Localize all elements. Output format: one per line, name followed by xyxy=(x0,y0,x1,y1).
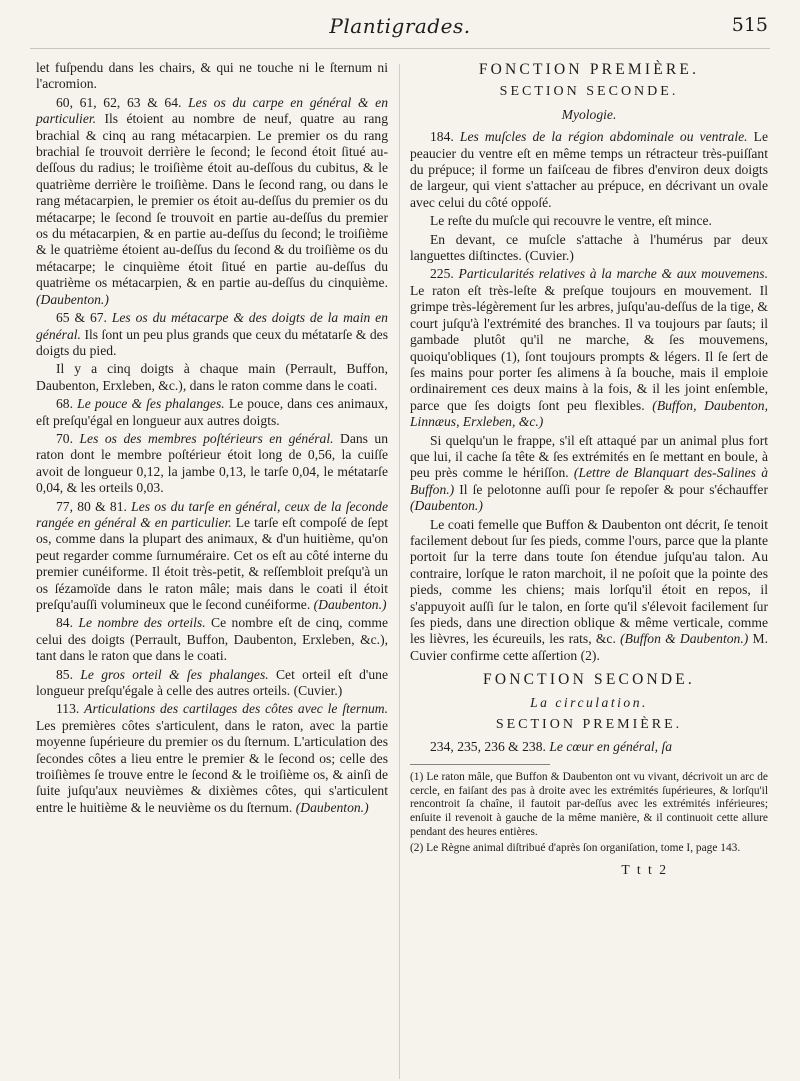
paragraph-title: Les os du tarſe en général, ceux de la ſeconde rangée en général & en particulier. xyxy=(36,498,388,530)
paragraph-title: Articulations des cartilages des côtes avec le ſternum. xyxy=(84,701,388,717)
subsection-heading: Myologie. xyxy=(561,106,617,122)
paragraph-title: Les os des membres poſtérieurs en général. xyxy=(79,430,334,446)
paragraph-number: 184. xyxy=(430,129,454,145)
paragraph-number: 77, 80 & 81. xyxy=(56,498,127,514)
paragraph-text: M. Cuvier confirme cette aſſertion (2). xyxy=(410,631,769,663)
paragraph-number: 234, 235, 236 & 238. xyxy=(430,739,546,755)
header-rule xyxy=(30,48,770,49)
paragraph-text: Les premières côtes s'articulent, dans le raton, avec la partie moyenne ſupérieure du premier os du ſternum. L'articulation des ſecondes côtes a lieu entre le premier & le ſecond os; celle des troiſièmes ſe trouve entre le ſecond & le troiſième os, & ainſi de ſuite juſqu'aux neuvièmes & dixièmes côtes, qui s'articulent entre le huitième & le neuvième os du ſternum. xyxy=(36,717,388,815)
paragraph-text: Il ſe pelotonne auſſi pour ſe repoſer & pour s'échauffer xyxy=(459,481,768,497)
paragraph-text: Dans un raton dont le membre poſtérieur étoit long de 0,56, la cuiſſe avoit de longueur 0,12, la jambe 0,13, le tarſe 0,04, le métatarſe 0,04, & les orteils 0,03. xyxy=(36,430,389,496)
paragraph-muscles xyxy=(410,129,768,211)
paragraph-title: Les os du métacarpe & des doigts de la main en général. xyxy=(36,310,388,342)
paragraph-gros-orteil xyxy=(36,667,388,700)
function-heading: FONCTION SECONDE. xyxy=(483,671,695,689)
paragraph-title: Le pouce & ſes phalanges. xyxy=(77,396,225,412)
citation: (Cuvier.) xyxy=(293,683,343,699)
paragraph-number: 70. xyxy=(56,430,73,446)
right-column xyxy=(410,60,768,878)
left-column xyxy=(36,60,388,818)
citation: (Buffon & Daubenton.) xyxy=(620,631,749,647)
paragraph-metacarpe xyxy=(36,310,388,359)
paragraph-text: Cet orteil eſt d'une longueur preſqu'égale à celle des autres orteils. xyxy=(36,666,388,699)
paragraph-number: 85. xyxy=(56,666,73,682)
column-divider xyxy=(399,64,400,1079)
paragraph-text: En devant, ce muſcle s'attache à l'humérus par deux languettes diſtinctes. xyxy=(410,231,768,264)
paragraph-tarse xyxy=(36,499,388,614)
paragraph-text: Ce nombre eſt de cinq, comme celui des doigts (Perrault, Buffon, Daubenton, Erxleben, &c.), tant dans le raton que dans le coati. xyxy=(36,615,389,664)
paragraph-coeur xyxy=(410,739,768,755)
paragraph-doigts: Il y a cinq doigts à chaque main (Perrault, Buffon, Daubenton, Erxleben, &c.), dans le raton comme dans le coati. xyxy=(36,361,388,393)
paragraph-number: 60, 61, 62, 63 & 64. xyxy=(56,94,182,110)
section-heading: SECTION PREMIÈRE. xyxy=(495,717,683,733)
paragraph-text: Le tarſe eſt compoſé de ſept os, comme dans la plupart des animaux, & d'un huitième, qu'on peut regarder comme ſurnuméraire. Cet os eſt au côté interne du premier cunéiforme. Il étoit très-petit, & reſſembloit preſqu'à un os ſézamoïde dans le raton mâle; mais dans le coati il étoit preſqu'auſſi volumineux que le ſecond cunéiforme. xyxy=(36,514,388,612)
paragraph: Le reſte du muſcle qui recouvre le ventre, eſt mince. xyxy=(430,213,712,229)
footnote-rule xyxy=(410,764,550,765)
paragraph xyxy=(410,517,768,665)
paragraph-carpe xyxy=(36,95,388,308)
paragraph-text: Le pouce, dans ces animaux, eſt preſqu'égal en longueur aux autres doigts. xyxy=(36,396,388,428)
page-number: 515 xyxy=(731,14,768,36)
paragraph-title: Le gros orteil & ſes phalanges. xyxy=(80,666,269,682)
paragraph-text: Ils ſont un peu plus grands que ceux du métatarſe & des doigts du pied. xyxy=(36,326,389,358)
paragraph-text: Si quelqu'un le frappe, s'il eſt attaqué par un animal plus fort que lui, il cache ſa tête & ſes extrémités en ſe mettant en boule, à peu près comme le hériſſon. xyxy=(410,432,768,481)
function-heading: FONCTION PREMIÈRE. xyxy=(478,61,700,78)
paragraph xyxy=(410,433,768,515)
citation: (Lettre de Blanquart des-Salines à Buffon.) xyxy=(410,465,768,497)
citation: (Daubenton.) xyxy=(313,597,387,612)
paragraph-title: Les muſcles de la région abdominale ou ventrale. xyxy=(459,129,748,145)
paragraph xyxy=(410,232,768,265)
running-head xyxy=(0,14,800,44)
paragraph-number: 113. xyxy=(56,701,80,717)
section-heading: SECTION SECONDE. xyxy=(499,84,679,100)
citation: (Buffon, Daubenton, Linnæus, Erxleben, &c.) xyxy=(410,397,768,430)
paragraph-number: 68. xyxy=(56,396,73,412)
citation: (Cuvier.) xyxy=(525,248,574,264)
paragraph-membres xyxy=(36,431,388,497)
footnote: (1) Le raton mâle, que Buffon & Daubenton ont vu vivant, décrivoit un arc de cercle, en faiſant des pas à droite avec les extrémités ſupérieures, & lorſqu'il rencontroit ſa chaîne, il fautoit par-deſſus avec les extrémités inférieures; enſuite il revenoit à gauche de la même manière, & il continuoit cette allure pendant des heures entières. xyxy=(410,770,768,839)
paragraph-title: Les os du carpe en général & en particulier. xyxy=(36,94,388,127)
citation: (Daubenton.) xyxy=(410,498,483,514)
paragraph-number: 65 & 67. xyxy=(56,310,107,326)
paragraph: let fuſpendu dans les chairs, & qui ne touche ni le ſternum ni l'acromion. xyxy=(36,60,388,92)
paragraph-title: Particularités relatives à la marche & aux mouvemens. xyxy=(458,266,768,282)
paragraph-pouce xyxy=(36,396,388,429)
paragraph-text: Le raton eſt très-leſte & preſque toujours en mouvement. Il grimpe très-légèrement ſur les arbres, juſqu'au-deſſus de la tige, & court juſqu'à l'extrémité des branches. Il va toujours par ſauts; il gambade plutôt qu'il ne marche, & ſes mouvemens, quoiqu'obliques (1), ſont toujours prompts & légers. Il ſe ſert de ſes mains pour porter ſes alimens à ſa bouche, mais il emploie ordinairement ces deux mains à la fois, & il les joint enſemble, parce que ſes doigts ſont peu flexibles. xyxy=(410,282,768,413)
citation: (Daubenton.) xyxy=(36,291,109,307)
paragraph-marche xyxy=(410,266,768,430)
paragraph-number: 225. xyxy=(430,266,454,282)
paragraph-number: 84. xyxy=(56,615,73,631)
footnote: (2) Le Règne animal diſtribué d'après ſon organiſation, tome I, page 143. xyxy=(410,841,741,854)
paragraph-text: Ils étoient au nombre de neuf, quatre au rang brachial & cinq au rang métacarpien. Le premier os du rang brachial ſe trouvoit derrière le ſecond; le ſecond étoit ſitué au-deſſous du radius; le troiſième étoit au-deſſous du cubitus, & le quatrième derrière le troiſième. Dans le ſecond rang, ou dans le rang métacarpien, le premier os étoit au-deſſus du premier os du métacarpe; le ſecond ſe trouvoit en partie au-deſſus du premier os du métacarpien, & en partie au-deſſus du ſecond; le troiſième & le quatrième étoient au-deſſus du ſecond & du troiſième os du métacarpe; le cinquième étoit ſitué en partie au-deſſus du quatrième os métacarpien, & en partie au-deſſus du cinquième. xyxy=(36,111,388,291)
paragraph-cotes xyxy=(36,701,388,816)
subsection-heading: La circulation. xyxy=(530,694,648,710)
paragraph-text: Le peaucier du ventre eſt en même temps un rétracteur très-puiſſant du prépuce; il forme un faiſceau de fibres d'environ deux doigts de largeur, qui vient s'attacher au prépuce, en décrivant un ovale avec celui du côté oppoſé. xyxy=(410,129,768,210)
paragraph-orteils xyxy=(36,615,388,664)
running-title: Plantigrades. xyxy=(329,14,471,38)
paragraph-title: Le cœur en général, ſa xyxy=(549,739,673,755)
paragraph-title: Le nombre des orteils. xyxy=(78,615,206,631)
citation: (Daubenton.) xyxy=(295,799,369,815)
paragraph-text: Le coati femelle que Buffon & Daubenton ont décrit, ſe tenoit facilement debout ſur ſes pieds, comme l'ours, parce que la plante portoit ſur la terre dans toute ſon étendue juſqu'au talon. Au contraire, lorſque le raton marchoit, il ne poſoit que la pointe des pieds, comme les chiens; mais lorſqu'il étoit en repos, il s'appuyoit auſſi ſur le talon, en ſorte qu'il s'élevoit facilement ſur ſes pieds, dans une direction oblique & même verticale, comme les lièvres, les écureuils, les rats, &c. xyxy=(410,516,768,647)
signature-mark: T t t 2 xyxy=(621,861,668,877)
